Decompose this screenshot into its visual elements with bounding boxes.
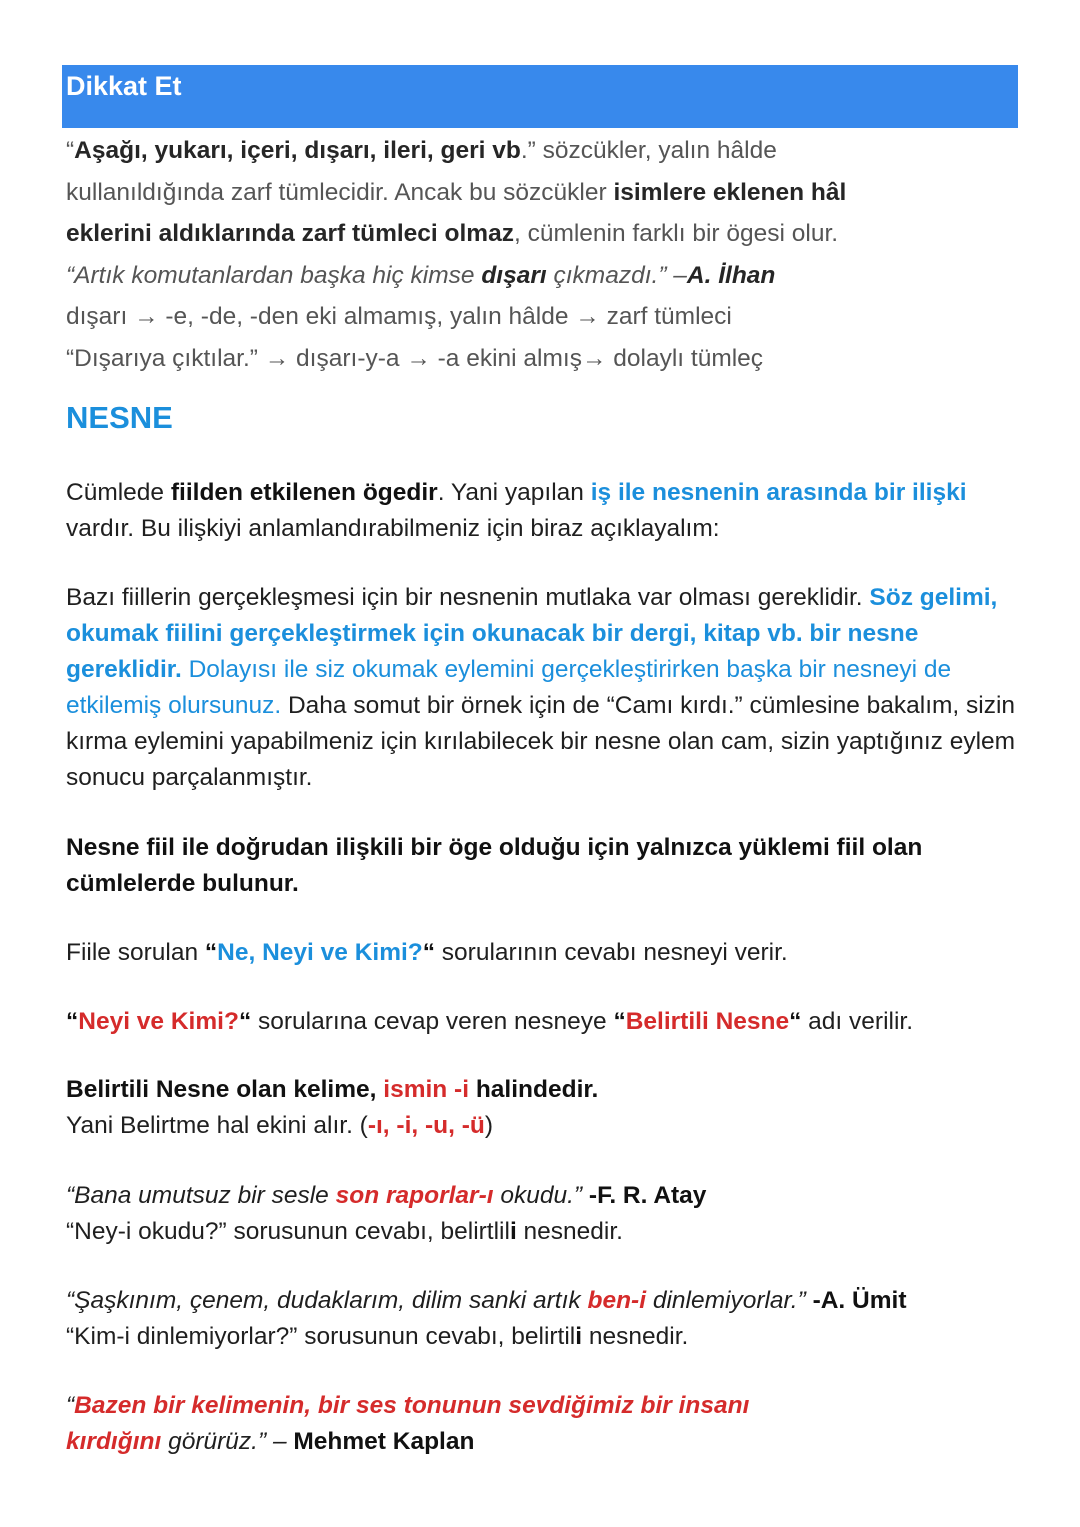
text: “Ney-i okudu?” sorusunun cevabı, belirtlil [66, 1218, 510, 1245]
bold-text: fiilden etkilenen ögedir [170, 479, 438, 506]
dikkat-et-title: Dikkat Et [66, 71, 182, 101]
highlight-text: Neyi ve Kimi? [78, 1008, 239, 1035]
quote-mark: “ [204, 939, 218, 966]
example-umit [66, 1283, 1026, 1355]
text: Bazı fiillerin gerçekleşmesi için bir nesnenin mutlaka var olması gereklidir. [66, 584, 870, 611]
highlight-text: Bazen bir kelimenin, bir ses tonunun sevdiğimiz bir insanı [74, 1392, 750, 1419]
bold-text: Aşağı, yukarı, içeri, dışarı, ileri, geri vb [74, 137, 521, 164]
text: nesnedir. [582, 1323, 689, 1350]
quote-text: okudu.” [493, 1182, 589, 1209]
text: nesnedir. [516, 1218, 623, 1245]
dikkat-line-2 [66, 172, 1016, 214]
quote-mark: “ [66, 1008, 79, 1035]
dikkat-line-3 [66, 213, 1016, 255]
quote-text: “Bana umutsuz bir sesle [66, 1182, 336, 1209]
highlight-text: -ı, -i, -u, -ü [367, 1112, 485, 1139]
highlight-text: ismin -i [383, 1076, 470, 1103]
quote-text: çıkmazdı.” – [546, 261, 687, 289]
text: sorularının cevabı nesneyi verir. [435, 939, 788, 966]
text: kullanıldığında zarf tümlecidir. Ancak bu sözcükler [66, 178, 614, 206]
text: sorularına cevap veren nesneye [251, 1008, 614, 1035]
text: Fiile sorulan [66, 939, 205, 966]
dikkat-example-quote [66, 255, 1016, 297]
quote-text: dinlemiyorlar.” [646, 1287, 813, 1314]
highlight-text: kırdığını [66, 1428, 162, 1455]
paragraph-rule [66, 830, 1026, 902]
text: adı verilir. [801, 1008, 914, 1035]
highlight-text: Söz gelimi, okumak fiilini gerçekleştirmek için okunacak bir dergi, kitap vb. bir nesne gereklidir. [66, 584, 998, 683]
section-title: NESNE [66, 400, 173, 435]
bold-text: isimlere eklenen hâl [613, 178, 847, 206]
quote-mark: “ [789, 1008, 802, 1035]
bold-text: Belirtili Nesne olan kelime, [66, 1076, 384, 1103]
quote-mark: “ [238, 1008, 252, 1035]
dikkat-line-1 [66, 130, 1016, 172]
highlight-text: Belirtili Nesne [625, 1008, 790, 1035]
text: vardır. Bu ilişkiyi anlamlandırabilmeniz için biraz açıklayalım: [66, 515, 720, 542]
quote-mark: “ [613, 1008, 626, 1035]
quote-author: Mehmet Kaplan [293, 1428, 475, 1455]
paragraph-explanation [66, 580, 1026, 796]
paragraph-question [66, 935, 1026, 971]
dikkat-line-5: dışarı → -e, -de, -den eki almamış, yalın hâlde → zarf tümleci [66, 303, 732, 330]
quote-author: -A. Ümit [812, 1287, 907, 1314]
text: Cümlede [66, 479, 171, 506]
text: Daha somut bir örnek için de “Camı kırdı.” cümlesine bakalım, sizin kırma eylemini yapabilmeniz için kırılabilecek bir nesne olan cam, sizin yaptığınız eylem sonucu parçalanmıştır. [66, 692, 1016, 791]
paragraph-definition [66, 475, 1026, 547]
quote-bold: dışarı [481, 261, 547, 289]
bold-text: halindedir. [469, 1076, 599, 1103]
example-atay [66, 1178, 1026, 1250]
quote-text: “Artık komutanlardan başka hiç kimse [66, 261, 482, 289]
text: . Yani yapılan [437, 479, 591, 506]
highlight-text: Ne, Neyi ve Kimi? [217, 939, 423, 966]
quote-mark: “ [422, 939, 435, 966]
dikkat-line-6: “Dışarıya çıktılar.” → dışarı-y-a → -a ekini almış→ dolaylı tümleç [66, 344, 764, 372]
quote-author: A. İlhan [686, 261, 776, 289]
quote-mark: “ [66, 1392, 75, 1419]
text: , cümlenin farklı bir ögesi olur. [513, 220, 839, 247]
quote-text: “Şaşkınım, çenem, dudaklarım, dilim sanki artık [66, 1287, 588, 1314]
text: “Kim-i dinlemiyorlar?” sorusunun cevabı, belirtil [66, 1323, 576, 1350]
bold-text: eklerini aldıklarında zarf tümleci olmaz [66, 220, 514, 247]
bold-text: i [509, 1218, 517, 1245]
text: Yani Belirtme hal ekini alır. ( [66, 1112, 368, 1139]
dikkat-et-box [66, 130, 1016, 379]
paragraph-belirtili [66, 1004, 1026, 1040]
bold-text: i [575, 1323, 583, 1350]
text: .” sözcükler, yalın hâlde [520, 137, 777, 164]
paragraph-hal-eki [66, 1072, 1026, 1144]
bold-text: Nesne fiil ile doğrudan ilişkili bir öge olduğu için yalnızca yüklemi fiil olan cümlelerde bulunur. [66, 834, 923, 897]
text: “ [66, 137, 75, 164]
text: ) [484, 1112, 494, 1139]
highlight-text: ben-i [587, 1287, 647, 1314]
quote-author: -F. R. Atay [588, 1182, 707, 1209]
quote-kaplan [66, 1388, 1026, 1460]
highlight-text: son raporlar-ı [335, 1182, 494, 1209]
quote-text: görürüz.” – [161, 1428, 294, 1455]
dikkat-et-header [62, 65, 1018, 128]
blue-text: Dolayısı ile siz okumak eylemini gerçekleştirirken başka bir nesneyi de etkilemiş olursunuz. [66, 656, 952, 719]
highlight-text: iş ile nesnenin arasında bir ilişki [590, 479, 967, 506]
